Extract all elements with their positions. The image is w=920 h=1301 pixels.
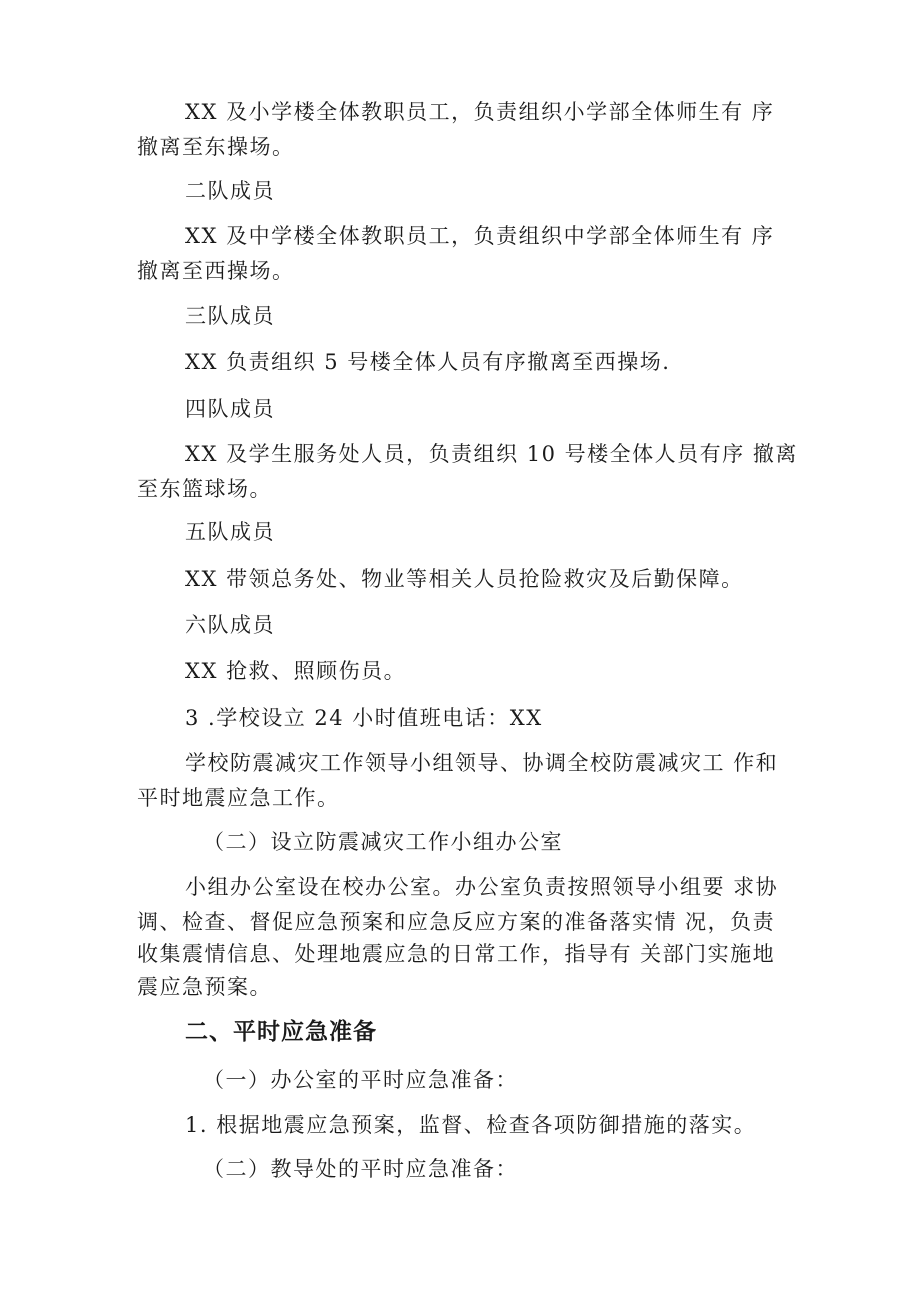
paragraph-office-line2: 调、检查、督促应急预案和应急反应方案的准备落实情 况，负责	[137, 910, 776, 934]
team4-title: 四队成员	[185, 397, 275, 421]
paragraph-leading-group-line1: 学校防震减灾工作领导小组领导、协调全校防震减灾工 作和	[185, 751, 779, 775]
item-1: 1. 根据地震应急预案，监督、检查各项防御措施的落实。	[185, 1113, 757, 1137]
paragraph-leading-group-line2: 平时地震应急工作。	[137, 786, 340, 810]
paragraph-team1-line1: XX 及小学楼全体教职员工，负责组织小学部全体师生有 序	[185, 100, 775, 124]
section-heading: 二、平时应急准备	[185, 1019, 377, 1045]
subsection-teaching-prep: （二）教导处的平时应急准备：	[203, 1157, 518, 1181]
paragraph-team5-line1: XX 带领总务处、物业等相关人员抢险救灾及后勤保障。	[185, 567, 744, 591]
paragraph-team2-line1: XX 及中学楼全体教职员工，负责组织中学部全体师生有 序	[185, 224, 775, 248]
paragraph-team2-line2: 撤离至西操场。	[137, 259, 295, 283]
paragraph-team6-line1: XX 抢救、照顾伤员。	[185, 659, 407, 683]
subsection-office-title: （二）设立防震减灾工作小组办公室	[203, 830, 563, 854]
item-duty-phone: 3 .学校设立 24 小时值班电话：XX	[185, 706, 543, 730]
paragraph-office-line4: 震应急预案。	[137, 975, 272, 999]
team3-title: 三队成员	[185, 304, 275, 328]
subsection-office-prep: （一）办公室的平时应急准备：	[203, 1068, 518, 1092]
paragraph-team4-line2: 至东篮球场。	[137, 477, 272, 501]
team2-title: 二队成员	[185, 179, 275, 203]
paragraph-office-line3: 收集震情信息、处理地震应急的日常工作，指导有 关部门实施地	[137, 942, 776, 966]
paragraph-team1-line2: 撤离至东操场。	[137, 135, 295, 159]
paragraph-team4-line1: XX 及学生服务处人员，负责组织 10 号楼全体人员有序 撤离	[185, 442, 798, 466]
paragraph-team3-line1: XX 负责组织 5 号楼全体人员有序撤离至西操场.	[185, 350, 671, 374]
paragraph-office-line1: 小组办公室设在校办公室。办公室负责按照领导小组要 求协	[185, 875, 779, 899]
team6-title: 六队成员	[185, 613, 275, 637]
team5-title: 五队成员	[185, 520, 275, 544]
